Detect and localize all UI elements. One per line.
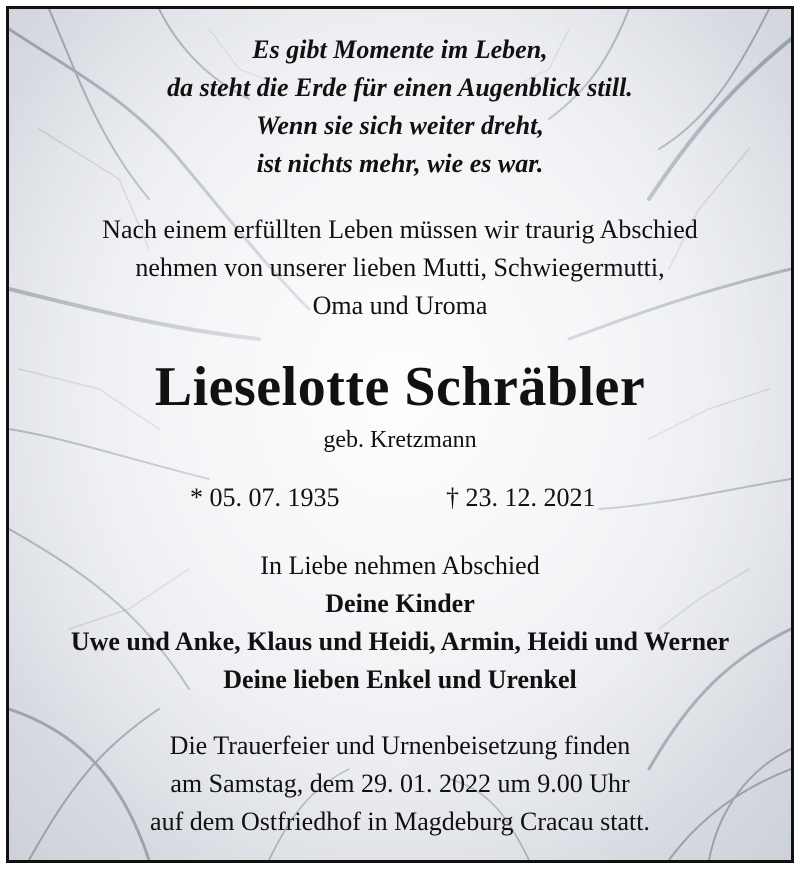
ceremony-line: am Samstag, dem 29. 01. 2022 um 9.00 Uhr	[170, 769, 630, 798]
children-heading: Deine Kinder	[325, 589, 475, 618]
obituary-notice	[6, 6, 794, 863]
verse-line: da steht die Erde für einen Augenblick still.	[167, 73, 633, 102]
death-date: † 23. 12. 2021	[446, 483, 596, 512]
grandchildren-line: Deine lieben Enkel und Urenkel	[223, 665, 577, 694]
mourners-intro: In Liebe nehmen Abschied	[260, 551, 540, 580]
deceased-name: Lieselotte Schräbler	[154, 356, 646, 418]
intro-line: Oma und Uroma	[312, 291, 488, 320]
ceremony-line: auf dem Ostfriedhof in Magdeburg Cracau statt.	[150, 807, 650, 836]
ceremony-line: Die Trauerfeier und Urnenbeisetzung finden	[169, 731, 631, 760]
intro-line: nehmen von unserer lieben Mutti, Schwiegermutti,	[135, 253, 665, 282]
intro-line: Nach einem erfüllten Leben müssen wir traurig Abschied	[102, 215, 698, 244]
verse-line: Es gibt Momente im Leben,	[252, 35, 548, 64]
maiden-name: geb. Kretzmann	[323, 427, 477, 453]
verse-line: Wenn sie sich weiter dreht,	[256, 111, 544, 140]
children-names: Uwe und Anke, Klaus und Heidi, Armin, Heidi und Werner	[70, 627, 730, 656]
life-dates	[9, 483, 791, 517]
birth-date: * 05. 07. 1935	[190, 483, 340, 512]
notice-content	[9, 9, 791, 860]
verse-line: ist nichts mehr, wie es war.	[256, 149, 544, 178]
